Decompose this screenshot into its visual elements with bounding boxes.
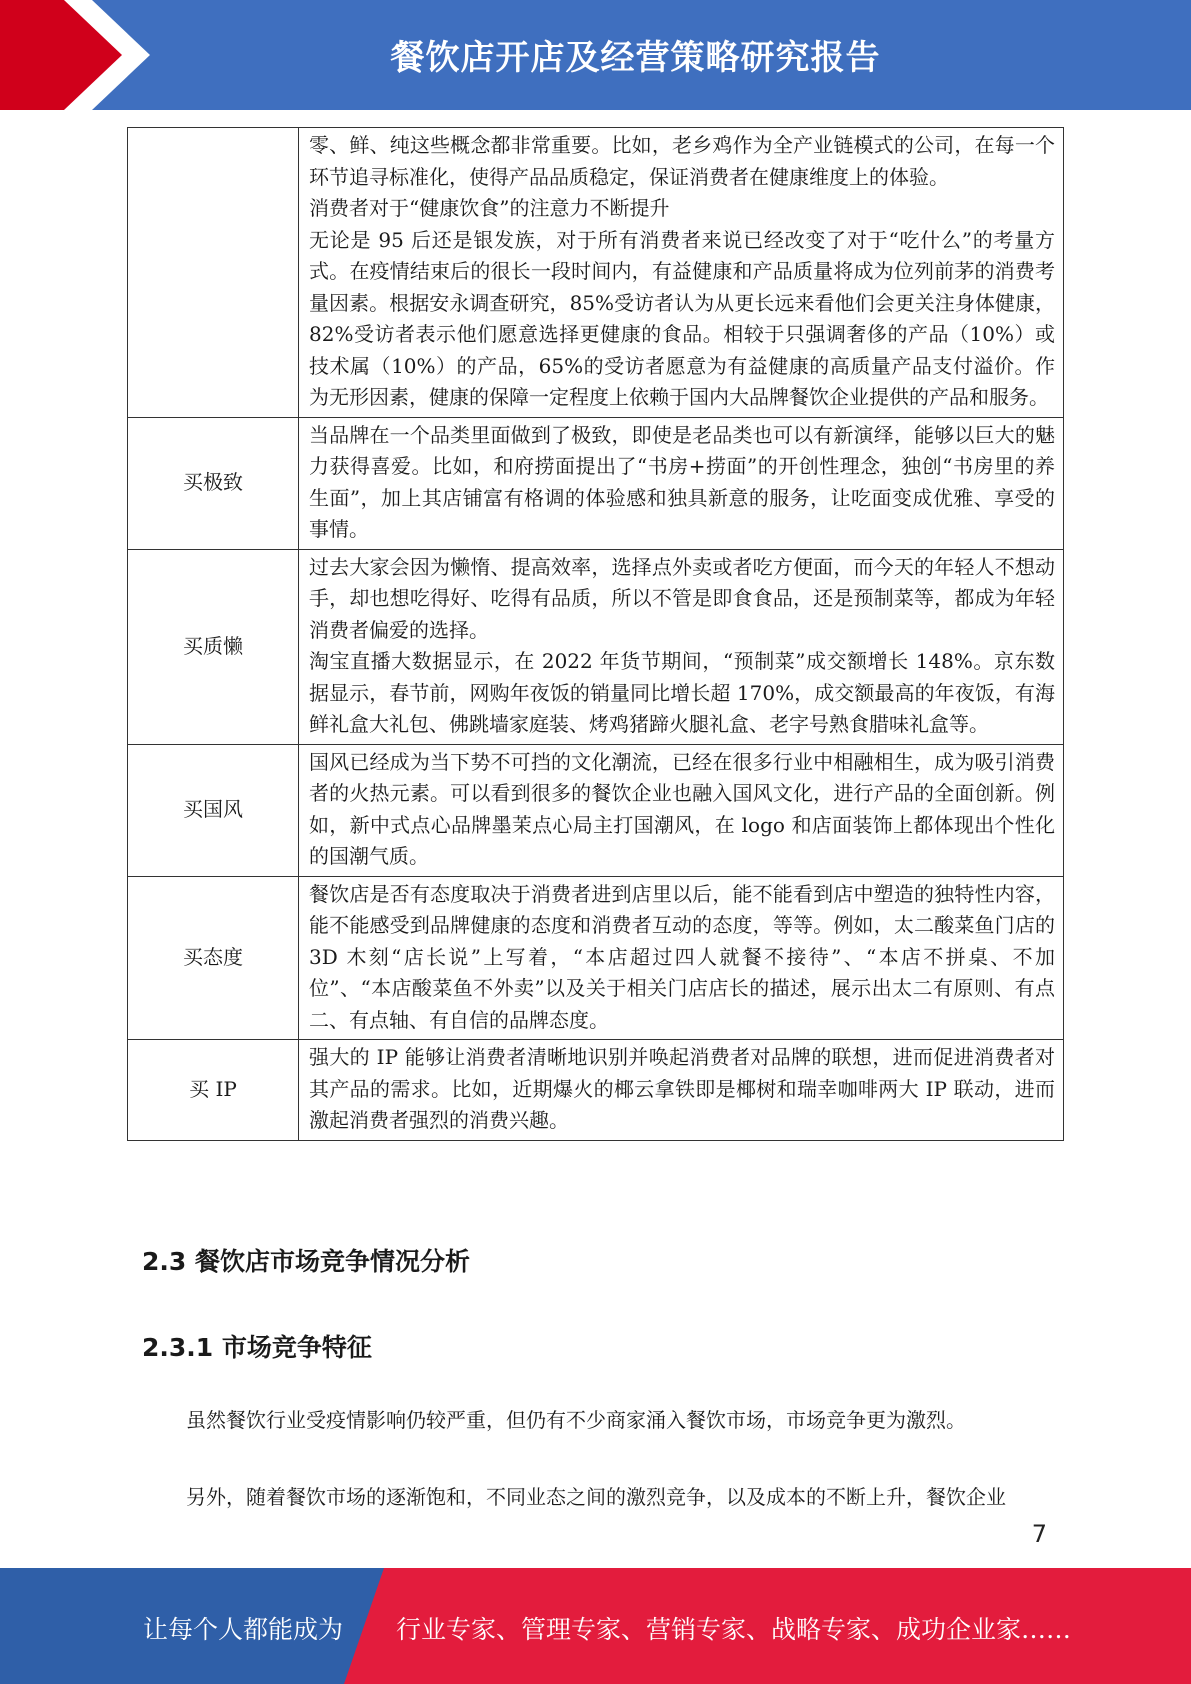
row-paragraph: 过去大家会因为懒惰、提高效率，选择点外卖或者吃方便面，而今天的年轻人不想动手，却也想吃得好、吃得有品质，所以不管是即食食品，还是预制菜等，都成为年轻消费者偏爱的选择。 — [309, 554, 1055, 642]
row-content — [299, 128, 1064, 418]
subsection-heading: 2.3.1 市场竞争特征 — [142, 1333, 372, 1362]
table-row — [128, 417, 1064, 549]
row-paragraph: 国风已经成为当下势不可挡的文化潮流，已经在很多行业中相融相生，成为吸引消费者的火热元素。可以看到很多的餐饮企业也融入国风文化，进行产品的全面创新。例如，新中式点心品牌墨茉点心局主打国潮风，在 logo 和店面装饰上都体现出个性化的国潮气质。 — [309, 749, 1055, 868]
consumption-trend-table — [127, 127, 1064, 1141]
row-content — [299, 744, 1064, 876]
table-row — [128, 876, 1064, 1040]
page-header — [0, 0, 1191, 110]
table-row — [128, 549, 1064, 744]
body-paragraph: 另外，随着餐饮市场的逐渐饱和，不同业态之间的激烈竞争，以及成本的不断上升，餐饮企业 — [186, 1485, 1006, 1509]
row-content — [299, 1040, 1064, 1141]
row-paragraph: 餐饮店是否有态度取决于消费者进到店里以后，能不能看到店中塑造的独特性内容，能不能感受到品牌健康的态度和消费者互动的态度，等等。例如，太二酸菜鱼门店的 3D 木刻“店长说”上写着，“本店超过四人就餐不接待”、“本店不拼桌、不加位”、“本店酸菜鱼不外卖”以及关于相关门店店长的描述，展示出太二有原则、有点二、有点轴、有自信的品牌态度。 — [309, 881, 1055, 1032]
row-label: 买 IP — [128, 1040, 299, 1141]
row-label — [128, 128, 299, 418]
page-number: 7 — [1031, 1520, 1047, 1548]
row-paragraph: 无论是 95 后还是银发族，对于所有消费者来说已经改变了对于“吃什么”的考量方式。在疫情结束后的很长一段时间内，有益健康和产品质量将成为位列前茅的消费考量因素。根据安永调查研究，85%受访者认为从更长远来看他们会更关注身体健康，82%受访者表示他们愿意选择更健康的食品。相较于只强调奢侈的产品（10%）或技术属（10%）的产品，65%的受访者愿意为有益健康的高质量产品支付溢价。作为无形因素，健康的保障一定程度上依赖于国内大品牌餐饮企业提供的产品和服务。 — [309, 227, 1055, 409]
row-label: 买态度 — [128, 876, 299, 1040]
section-heading: 2.3 餐饮店市场竞争情况分析 — [142, 1247, 470, 1276]
footer-slogan-left: 让每个人都能成为 — [143, 1615, 344, 1644]
body-paragraph: 虽然餐饮行业受疫情影响仍较严重，但仍有不少商家涌入餐饮市场，市场竞争更为激烈。 — [186, 1408, 966, 1432]
row-paragraph: 强大的 IP 能够让消费者清晰地识别并唤起消费者对品牌的联想，进而促进消费者对其产品的需求。比如，近期爆火的椰云拿铁即是椰树和瑞幸咖啡两大 IP 联动，进而激起消费者强烈的消费兴趣。 — [309, 1045, 1055, 1132]
table-row — [128, 128, 1064, 418]
row-paragraph: 零、鲜、纯这些概念都非常重要。比如，老乡鸡作为全产业链模式的公司，在每一个环节追寻标准化，使得产品品质稳定，保证消费者在健康维度上的体验。 — [309, 133, 1055, 189]
header-chevron-decoration — [0, 0, 150, 110]
table-row — [128, 1040, 1064, 1141]
row-label: 买极致 — [128, 417, 299, 549]
row-content — [299, 549, 1064, 744]
report-title: 餐饮店开店及经营策略研究报告 — [390, 38, 881, 78]
row-paragraph: 消费者对于“健康饮食”的注意力不断提升 — [309, 196, 670, 220]
row-paragraph: 淘宝直播大数据显示，在 2022 年货节期间，“预制菜”成交额增长 148%。京东数据显示，春节前，网购年夜饭的销量同比增长超 170%，成交额最高的年夜饭，有海鲜礼盒大礼包、佛跳墙家庭装、烤鸡猪蹄火腿礼盒、老字号熟食腊味礼盒等。 — [309, 649, 1055, 736]
table-row — [128, 744, 1064, 876]
row-label: 买国风 — [128, 744, 299, 876]
row-label: 买质懒 — [128, 549, 299, 744]
row-paragraph: 当品牌在一个品类里面做到了极致，即使是老品类也可以有新演绎，能够以巨大的魅力获得喜爱。比如，和府捞面提出了“书房+捞面”的开创性理念，独创“书房里的养生面”，加上其店铺富有格调的体验感和独具新意的服务，让吃面变成优雅、享受的事情。 — [309, 422, 1055, 541]
row-content — [299, 876, 1064, 1040]
page-footer — [0, 1568, 1191, 1684]
row-content — [299, 417, 1064, 549]
footer-slogan-right: 行业专家、管理专家、营销专家、战略专家、成功企业家…… — [396, 1615, 1072, 1644]
